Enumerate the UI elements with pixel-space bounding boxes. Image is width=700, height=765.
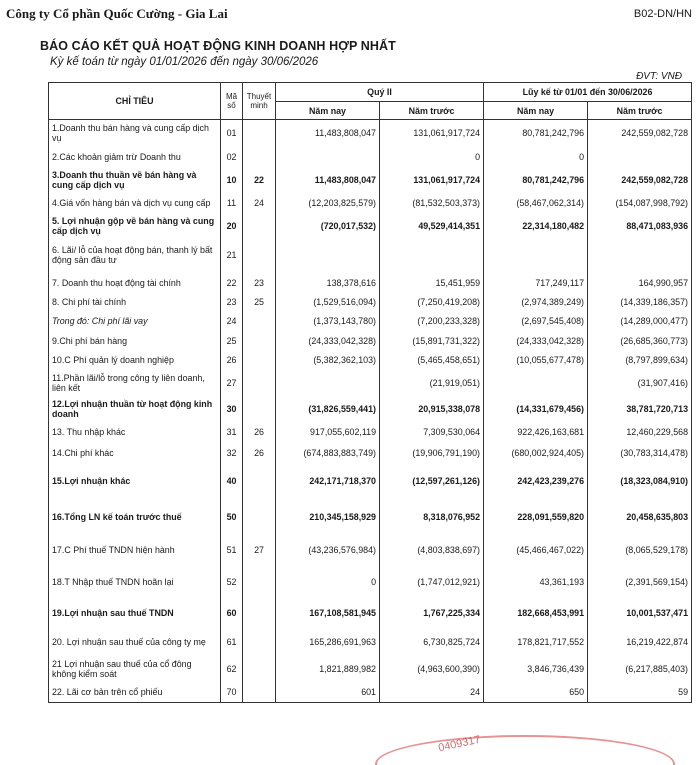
report-period: Kỳ kế toán từ ngày 01/01/2026 đến ngày 30/06/2026 [50,56,319,68]
table-row [49,238,692,273]
report-title: BÁO CÁO KẾT QUẢ HOẠT ĐỘNG KINH DOANH HỢP NHẤT [40,39,396,53]
row-quy-nam-truoc: 131,061,917,724 [380,168,484,193]
row-luy-ke-nam-truoc: (14,339,186,357) [588,294,692,311]
row-thuyet-minh: 26 [243,422,276,443]
row-quy-nam-nay: (1,529,516,094) [276,294,380,311]
row-ma-so: 61 [221,627,243,657]
row-quy-nam-nay: 210,345,158,929 [276,499,380,535]
row-luy-ke-nam-truoc: (30,783,314,478) [588,443,692,463]
row-luy-ke-nam-truoc: 38,781,720,713 [588,396,692,422]
row-quy-nam-nay: (720,017,532) [276,214,380,238]
row-luy-ke-nam-truoc: (18,323,084,910) [588,463,692,499]
row-label: 5. Lợi nhuận gộp về bán hàng và cung cấp dịch vụ [49,214,221,238]
row-quy-nam-nay: 167,108,581,945 [276,599,380,627]
row-quy-nam-truoc: 49,529,414,351 [380,214,484,238]
header-ma-so: Mã số [221,83,243,120]
row-label: 13. Thu nhập khác [49,422,221,443]
row-luy-ke-nam-truoc: (154,087,998,792) [588,193,692,214]
row-luy-ke-nam-truoc: (31,907,416) [588,371,692,396]
row-quy-nam-truoc [380,238,484,273]
row-luy-ke-nam-nay: (2,974,389,249) [484,294,588,311]
row-quy-nam-nay: 242,171,718,370 [276,463,380,499]
header-thuyet-minh: Thuyết minh [243,83,276,120]
row-thuyet-minh: 24 [243,193,276,214]
row-luy-ke-nam-nay: 182,668,453,991 [484,599,588,627]
row-label: 16.Tổng LN kế toán trước thuế [49,499,221,535]
row-label: 10.C Phí quản lý doanh nghiệp [49,350,221,371]
row-luy-ke-nam-nay: (45,466,467,022) [484,535,588,566]
company-name: Công ty Cổ phần Quốc Cường - Gia Lai [6,6,228,21]
row-luy-ke-nam-truoc: 164,990,957 [588,273,692,294]
row-label: 2.Các khoản giảm trừ Doanh thu [49,147,221,168]
row-label: 12.Lợi nhuận thuần từ hoạt động kinh doanh [49,396,221,422]
row-quy-nam-nay: 11,483,808,047 [276,120,380,147]
row-luy-ke-nam-nay: (14,331,679,456) [484,396,588,422]
row-ma-so: 40 [221,463,243,499]
row-thuyet-minh [243,350,276,371]
row-ma-so: 20 [221,214,243,238]
row-luy-ke-nam-truoc: 16,219,422,874 [588,627,692,657]
row-quy-nam-nay: (5,382,362,103) [276,350,380,371]
row-quy-nam-truoc: (7,250,419,208) [380,294,484,311]
row-luy-ke-nam-nay: 0 [484,147,588,168]
row-thuyet-minh [243,371,276,396]
row-label: 14.Chi phí khác [49,443,221,463]
row-label: 15.Lợi nhuận khác [49,463,221,499]
row-luy-ke-nam-truoc: 20,458,635,803 [588,499,692,535]
row-thuyet-minh [243,682,276,703]
row-quy-nam-truoc: 0 [380,147,484,168]
row-quy-nam-nay: (1,373,143,780) [276,311,380,332]
table-row [49,566,692,599]
row-luy-ke-nam-nay: 178,821,717,552 [484,627,588,657]
row-quy-nam-nay [276,238,380,273]
header-quy-nam-nay: Năm nay [276,102,380,120]
row-luy-ke-nam-nay: 22,314,180,482 [484,214,588,238]
income-statement-table [48,82,692,703]
row-luy-ke-nam-truoc: (8,797,899,634) [588,350,692,371]
row-thuyet-minh [243,499,276,535]
row-label: 20. Lợi nhuận sau thuế của công ty mẹ [49,627,221,657]
row-luy-ke-nam-nay: 717,249,117 [484,273,588,294]
row-thuyet-minh [243,566,276,599]
row-label: 1.Doanh thu bán hàng và cung cấp dịch vụ [49,120,221,147]
table-row [49,627,692,657]
row-quy-nam-truoc: 6,730,825,724 [380,627,484,657]
row-ma-so: 50 [221,499,243,535]
row-quy-nam-truoc: 131,061,917,724 [380,120,484,147]
row-thuyet-minh [243,332,276,350]
header-luy-ke-nam-nay: Năm nay [484,102,588,120]
row-thuyet-minh: 27 [243,535,276,566]
header-luy-ke: Lũy kế từ 01/01 đến 30/06/2026 [484,83,692,102]
row-ma-so: 02 [221,147,243,168]
header-quy: Quý II [276,83,484,102]
row-label: 18.T Nhập thuế TNDN hoãn lại [49,566,221,599]
row-quy-nam-nay: 917,055,602,119 [276,422,380,443]
table-row [49,273,692,294]
table-row [49,422,692,443]
row-label: 19.Lợi nhuận sau thuế TNDN [49,599,221,627]
row-luy-ke-nam-nay [484,238,588,273]
row-ma-so: 24 [221,311,243,332]
table-row [49,147,692,168]
table-row [49,214,692,238]
row-thuyet-minh [243,120,276,147]
row-quy-nam-truoc: 24 [380,682,484,703]
row-thuyet-minh [243,463,276,499]
table-row [49,463,692,499]
row-luy-ke-nam-truoc: 12,460,229,568 [588,422,692,443]
row-quy-nam-nay: 165,286,691,963 [276,627,380,657]
row-quy-nam-truoc: (1,747,012,921) [380,566,484,599]
row-quy-nam-truoc: (21,919,051) [380,371,484,396]
row-thuyet-minh [243,311,276,332]
row-quy-nam-truoc: (19,906,791,190) [380,443,484,463]
row-quy-nam-truoc: (4,963,600,390) [380,657,484,682]
table-row [49,682,692,703]
row-luy-ke-nam-truoc: (26,685,360,773) [588,332,692,350]
table-row [49,396,692,422]
header-quy-nam-truoc: Năm trước [380,102,484,120]
row-ma-so: 51 [221,535,243,566]
table-row [49,311,692,332]
row-ma-so: 26 [221,350,243,371]
row-quy-nam-truoc: (15,891,731,322) [380,332,484,350]
row-luy-ke-nam-truoc: (2,391,569,154) [588,566,692,599]
table-row [49,599,692,627]
form-code: B02-DN/HN [633,8,692,20]
row-ma-so: 27 [221,371,243,396]
row-label: 8. Chi phí tài chính [49,294,221,311]
row-thuyet-minh: 26 [243,443,276,463]
row-quy-nam-nay: (31,826,559,441) [276,396,380,422]
row-quy-nam-truoc: 7,309,530,064 [380,422,484,443]
row-luy-ke-nam-truoc: 88,471,083,936 [588,214,692,238]
row-ma-so: 21 [221,238,243,273]
row-luy-ke-nam-truoc: 242,559,082,728 [588,168,692,193]
row-label: 17.C Phí thuế TNDN hiện hành [49,535,221,566]
table-row [49,168,692,193]
row-quy-nam-truoc: (4,803,838,697) [380,535,484,566]
row-quy-nam-truoc: 8,318,076,952 [380,499,484,535]
row-luy-ke-nam-truoc: (8,065,529,178) [588,535,692,566]
row-luy-ke-nam-nay: 80,781,242,796 [484,168,588,193]
row-quy-nam-truoc: (7,200,233,328) [380,311,484,332]
row-label: 22. Lãi cơ bản trên cổ phiếu [49,682,221,703]
row-quy-nam-nay: 138,378,616 [276,273,380,294]
row-label: 11.Phần lãi/lỗ trong công ty liên doanh, liên kết [49,371,221,396]
row-ma-so: 32 [221,443,243,463]
row-luy-ke-nam-nay: 80,781,242,796 [484,120,588,147]
row-luy-ke-nam-truoc: 10,001,537,471 [588,599,692,627]
currency-unit: ĐVT: VNĐ [636,71,682,82]
table-row [49,657,692,682]
table-row [49,350,692,371]
row-luy-ke-nam-nay: 3,846,736,439 [484,657,588,682]
row-ma-so: 01 [221,120,243,147]
row-ma-so: 60 [221,599,243,627]
row-luy-ke-nam-nay: (10,055,677,478) [484,350,588,371]
row-quy-nam-truoc: (81,532,503,373) [380,193,484,214]
row-luy-ke-nam-truoc [588,147,692,168]
row-ma-so: 22 [221,273,243,294]
row-luy-ke-nam-truoc: (6,217,885,403) [588,657,692,682]
row-ma-so: 10 [221,168,243,193]
row-ma-so: 70 [221,682,243,703]
row-ma-so: 62 [221,657,243,682]
table-row [49,120,692,147]
table-row [49,499,692,535]
row-label: 3.Doanh thu thuần về bán hàng và cung cấp dịch vụ [49,168,221,193]
row-quy-nam-truoc: 15,451,959 [380,273,484,294]
row-quy-nam-nay [276,147,380,168]
row-ma-so: 30 [221,396,243,422]
row-luy-ke-nam-nay: (24,333,042,328) [484,332,588,350]
row-quy-nam-truoc: (5,465,458,651) [380,350,484,371]
row-thuyet-minh [243,238,276,273]
row-quy-nam-truoc: 1,767,225,334 [380,599,484,627]
row-luy-ke-nam-nay: 922,426,163,681 [484,422,588,443]
row-luy-ke-nam-nay: 650 [484,682,588,703]
row-quy-nam-nay: (43,236,576,984) [276,535,380,566]
row-luy-ke-nam-nay: 242,423,239,276 [484,463,588,499]
table-row [49,193,692,214]
row-quy-nam-truoc: 20,915,338,078 [380,396,484,422]
table-row [49,371,692,396]
row-quy-nam-nay: 601 [276,682,380,703]
row-thuyet-minh: 25 [243,294,276,311]
row-luy-ke-nam-truoc [588,238,692,273]
row-quy-nam-nay: 11,483,808,047 [276,168,380,193]
header-chi-tieu: CHỈ TIÊU [49,83,221,120]
row-quy-nam-nay: 0 [276,566,380,599]
row-thuyet-minh [243,214,276,238]
row-label: Trong đó: Chi phí lãi vay [49,311,221,332]
row-luy-ke-nam-truoc: 59 [588,682,692,703]
row-luy-ke-nam-truoc: (14,289,000,477) [588,311,692,332]
row-ma-so: 25 [221,332,243,350]
header-luy-ke-nam-truoc: Năm trước [588,102,692,120]
row-thuyet-minh [243,627,276,657]
row-thuyet-minh: 22 [243,168,276,193]
row-thuyet-minh [243,657,276,682]
row-luy-ke-nam-nay: 228,091,559,820 [484,499,588,535]
row-label: 21 Lợi nhuận sau thuế của cổ đông không kiểm soát [49,657,221,682]
row-quy-nam-nay: 1,821,889,982 [276,657,380,682]
row-thuyet-minh [243,396,276,422]
table-row [49,332,692,350]
stamp-number: 0409317 [437,733,482,755]
row-label: 9.Chi phí bán hàng [49,332,221,350]
row-label: 7. Doanh thu hoạt động tài chính [49,273,221,294]
row-ma-so: 31 [221,422,243,443]
row-luy-ke-nam-nay: 43,361,193 [484,566,588,599]
table-body [49,120,692,703]
row-luy-ke-nam-nay [484,371,588,396]
row-quy-nam-nay: (12,203,825,579) [276,193,380,214]
row-quy-nam-truoc: (12,597,261,126) [380,463,484,499]
row-luy-ke-nam-nay: (680,002,924,405) [484,443,588,463]
row-ma-so: 23 [221,294,243,311]
row-label: 4.Giá vốn hàng bán và dịch vụ cung cấp [49,193,221,214]
red-stamp [375,735,675,765]
row-ma-so: 11 [221,193,243,214]
row-thuyet-minh [243,599,276,627]
row-luy-ke-nam-nay: (58,467,062,314) [484,193,588,214]
row-thuyet-minh: 23 [243,273,276,294]
table-row [49,535,692,566]
row-ma-so: 52 [221,566,243,599]
table-row [49,294,692,311]
row-quy-nam-nay: (24,333,042,328) [276,332,380,350]
row-thuyet-minh [243,147,276,168]
table-row [49,443,692,463]
row-quy-nam-nay [276,371,380,396]
row-label: 6. Lãi/ lỗ của hoạt động bán, thanh lý bất động sản đầu tư [49,238,221,273]
row-luy-ke-nam-truoc: 242,559,082,728 [588,120,692,147]
row-luy-ke-nam-nay: (2,697,545,408) [484,311,588,332]
row-quy-nam-nay: (674,883,883,749) [276,443,380,463]
